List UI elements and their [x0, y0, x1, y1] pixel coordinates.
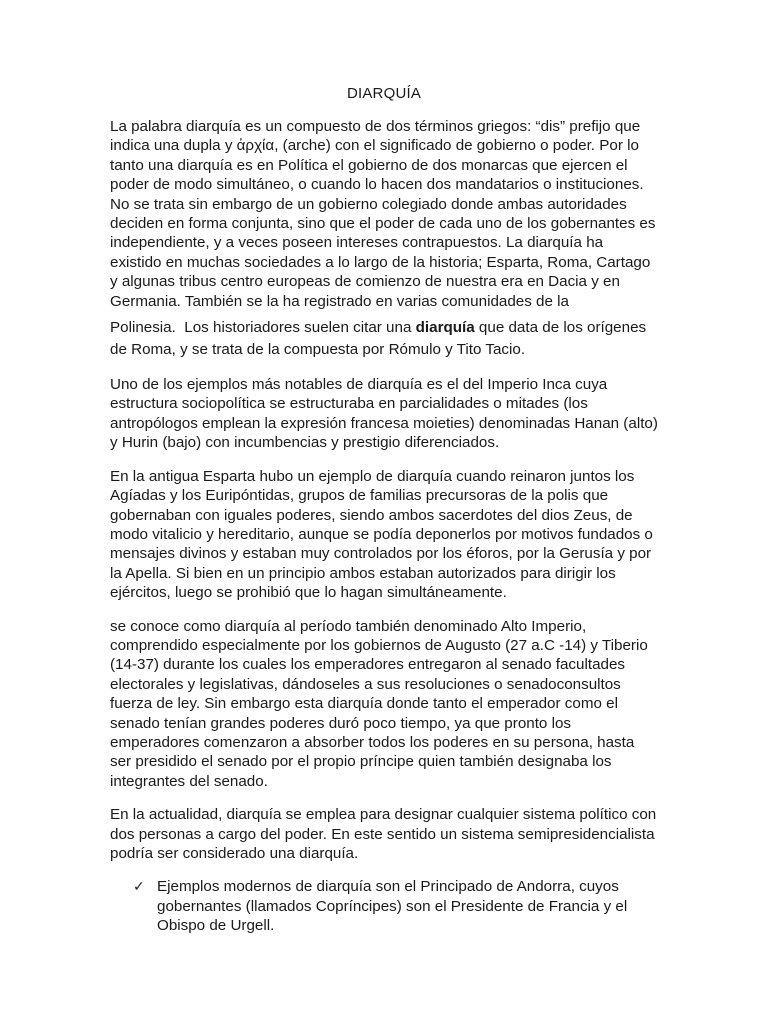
paragraph-actualidad: En la actualidad, diarquía se emplea para designar cualquier sistema político con dos personas a cargo del poder. En este sentido un sistema semipresidencialista podría ser considerado una diarquía.	[110, 806, 657, 862]
bullet-item	[110, 877, 658, 935]
checkmark-icon: ✓	[133, 878, 145, 895]
bullet-text: Ejemplos modernos de diarquía son el Principado de Andorra, cuyos gobernantes (llamados Copríncipes) son el Presidente de Francia y el Obispo de Urgell.	[157, 878, 628, 935]
paragraph-inca: Uno de los ejemplos más notables de diarquía es el del Imperio Inca cuya estructura sociopolítica se estructuraba en parcialidades o mitades (los antropólogos emplean la expresión francesa moieties) denominadas Hanan (alto) y Hurin (bajo) con incumbencias y prestigio diferenciados.	[110, 376, 658, 452]
document-title: DIARQUÍA	[346, 85, 422, 102]
paragraph-esparta: En la antigua Esparta hubo un ejemplo de diarquía cuando reinaron juntos los Agíadas y los Euripóntidas, grupos de familias precursoras de la polis que gobernaban con iguales poderes, siendo ambos sacerdotes del dios Zeus, de modo vitalicio y hereditario, aunque se podía deponerlos por motivos fundados o mensajes divinos y estaban muy controlados por los éforos, por la Gerusía y por la Apella. Si bien en un principio ambos estaban autorizados para dirigir los ejércitos, luego se prohibió que lo hagan simultáneamente.	[110, 467, 653, 602]
document-body	[110, 117, 658, 936]
continuation-text-start: Polinesia. Los historiadores suelen citar una	[110, 319, 416, 337]
paragraph-alto-imperio: se conoce como diarquía al período también denominado Alto Imperio, comprendido especialmente por los gobiernos de Augusto (27 a.C -14) y Tiberio (14-37) durante los cuales los emperadores entregaron al senado facultades electorales y legislativas, dándoseles a sus resoluciones o senadoconsultos fuerza de ley. Sin embargo esta diarquía donde tanto el emperador como el senado tenían grandes poderes duró poco tiempo, ya que pronto los emperadores comenzaron a absorber todos los poderes en su persona, hasta ser presidido el senado por el propio príncipe quien también designaba los integrantes del senado.	[110, 617, 648, 790]
paragraph-etymology-text: La palabra diarquía es un compuesto de dos términos griegos: “dis” prefijo que indica una dupla y ἀρχία, (arche) con el significado de gobierno o poder. Por lo tanto una diarquía es en Política el gobierno de dos monarcas que ejercen el poder de modo simultáneo, o cuando lo hacen dos mandatarios o instituciones. No se trata sin embargo de un gobierno colegiado donde ambas autoridades deciden en forma conjunta, sino que el poder de cada uno de los gobernantes es independiente, y a veces poseen intereses contrapuestos. La diarquía ha existido en muchas sociedades a lo largo de la historia; Esparta, Roma, Cartago y algunas tribus centro europeas de comienzo de nuestra era en Dacia y en Germania. También se la ha registrado en varias comunidades de la	[110, 118, 656, 310]
continuation-text-end: que data de los orígenes de Roma, y se trata de la compuesta por Rómulo y Tito Tacio.	[110, 319, 647, 359]
paragraph-etymology-continuation	[110, 317, 658, 361]
paragraph-etymology	[110, 117, 658, 361]
bold-term: diarquía	[415, 319, 475, 337]
